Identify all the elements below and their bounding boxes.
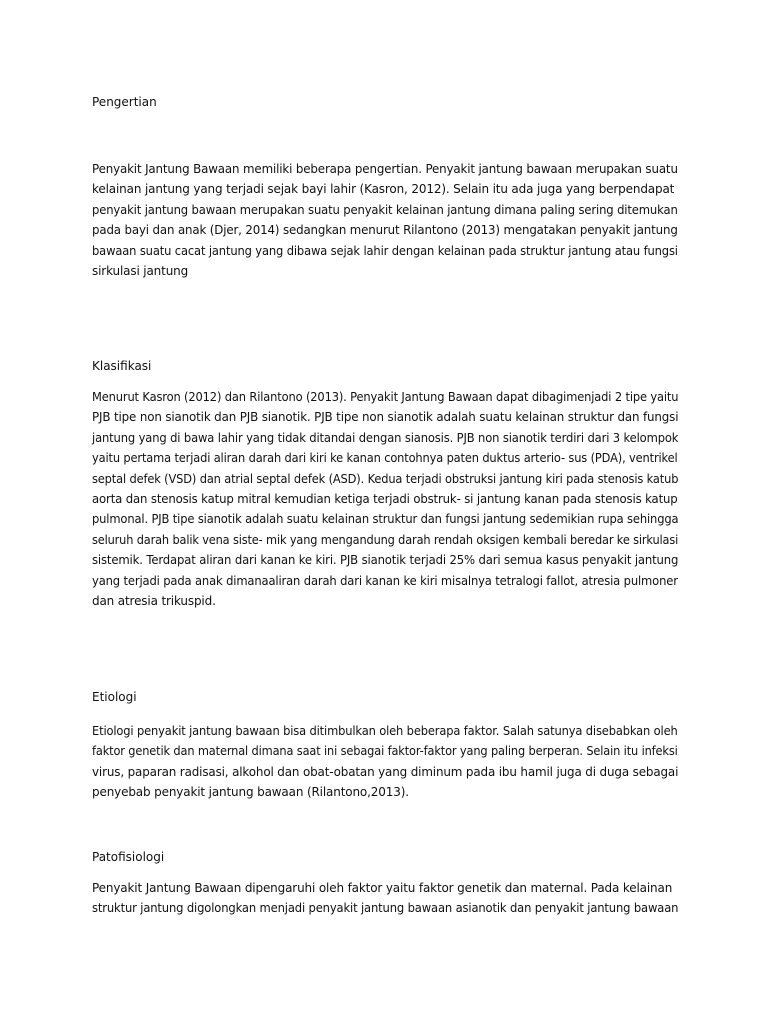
paragraph-patofisiologi <box>92 878 678 919</box>
text-line: Etiologi penyakit jantung bawaan bisa ditimbulkan oleh beberapa faktor. Salah satunya disebabkan oleh <box>92 724 678 738</box>
text-line: PJB tipe non sianotik dan PJB sianotik. PJB tipe non sianotik adalah suatu kelainan struktur dan fungsi <box>92 410 679 425</box>
paragraph-etiologi <box>92 721 678 803</box>
text-line: yaitu pertama terjadi aliran darah dari kiri ke kanan contohnya paten duktus arterio- sus (PDA), ventrikel <box>92 451 678 466</box>
text-line: sistemik. Terdapat aliran dari kanan ke kiri. PJB sianotik terjadi 25% dari semua kasus penyakit jantung <box>92 553 679 568</box>
text-line: septal defek (VSD) dan atrial septal defek (ASD). Kedua terjadi obstruksi jantung kiri pada stenosis katub <box>92 471 679 486</box>
text-line: faktor genetik dan maternal dimana saat ini sebagai faktor-faktor yang paling berperan. Selain itu infeksi <box>92 744 678 759</box>
text-line: virus, paparan radisasi, alkohol dan obat-obatan yang diminum pada ibu hamil juga di duga sebagai <box>92 764 679 779</box>
heading-etiologi: Etiologi <box>92 690 137 704</box>
paragraph-klasifikasi <box>92 387 678 611</box>
text-line: struktur jantung digolongkan menjadi penyakit jantung bawaan asianotik dan penyakit jantung bawaan <box>92 901 679 916</box>
text-line: Menurut Kasron (2012) dan Rilantono (2013). Penyakit Jantung Bawaan dapat dibagimenjadi 2 tipe yaitu <box>92 390 679 404</box>
text-line: seluruh darah balik vena siste- mik yang mengandung darah rendah oksigen kembali beredar ke sirkulasi <box>92 532 679 547</box>
text-line: bawaan suatu cacat jantung yang dibawa sejak lahir dengan kelainan pada struktur jantung atau fungsi <box>92 243 678 258</box>
text-line: aorta dan stenosis katup mitral kemudian ketiga terjadi obstruk- si jantung kanan pada stenosis katup <box>92 492 678 507</box>
text-line: jantung yang di bawa lahir yang tidak ditandai dengan sianosis. PJB non sianotik terdiri dari 3 kelompok <box>92 430 679 445</box>
heading-klasifikasi: Klasifikasi <box>92 359 152 373</box>
text-line: penyebab penyakit jantung bawaan (Rilantono,2013). <box>92 785 409 800</box>
text-line: Penyakit Jantung Bawaan memiliki beberapa pengertian. Penyakit jantung bawaan merupakan suatu <box>92 162 678 176</box>
text-line: pada bayi dan anak (Djer, 2014) sedangkan menurut Rilantono (2013) mengatakan penyakit jantung <box>92 223 678 238</box>
text-line: penyakit jantung bawaan merupakan suatu penyakit kelainan jantung dimana paling sering ditemukan <box>92 202 678 217</box>
text-line: dan atresia trikuspid. <box>92 594 216 609</box>
heading-pengertian: Pengertian <box>92 95 157 109</box>
text-line: pulmonal. PJB tipe sianotik adalah suatu kelainan struktur dan fungsi jantung sedemikian rupa sehingga <box>92 512 679 527</box>
text-line: kelainan jantung yang terjadi sejak bayi lahir (Kasron, 2012). Selain itu ada juga yang berpendapat <box>92 182 675 197</box>
text-line: Penyakit Jantung Bawaan dipengaruhi oleh faktor yaitu faktor genetik dan maternal. Pada kelainan <box>92 881 673 895</box>
paragraph-pengertian <box>92 159 678 281</box>
text-line: sirkulasi jantung <box>92 264 189 279</box>
heading-patofisiologi: Patofisiologi <box>92 850 165 864</box>
text-line: yang terjadi pada anak dimanaaliran darah dari kanan ke kiri misalnya tetralogi fallot, atresia pulmoner <box>92 573 678 588</box>
